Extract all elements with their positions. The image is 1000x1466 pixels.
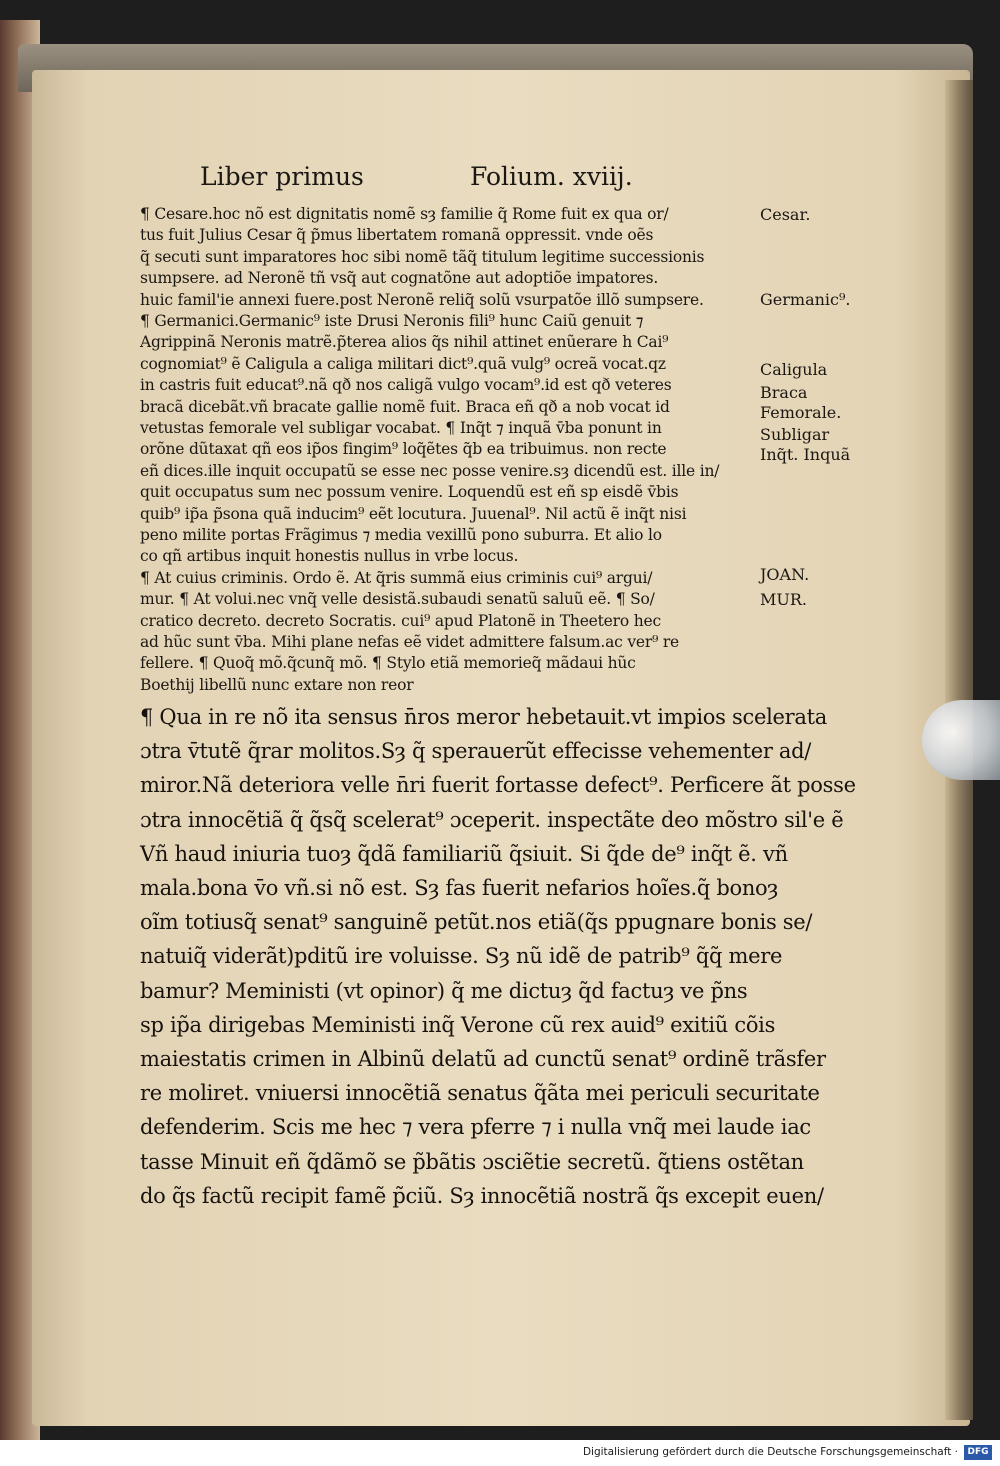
main-text-line: do q̃s factũ recipit famẽ p̃ciũ. Sȝ innocẽtiã nostrã q̃s excepit euen/ bbox=[140, 1183, 824, 1208]
main-text-line: tasse Minuit eñ q̃dãmõ se p̃bãtis ɔsciẽtie secretũ. q̃tiens ostẽtan bbox=[140, 1149, 804, 1174]
commentary-line: eñ dices.ille inquit occupatũ se esse nec posse venire.sȝ dicendũ est. ille in/ bbox=[140, 461, 720, 480]
main-text-line: defenderim. Scis me hec ⁊ vera pferre ⁊ i nulla vnq̃ mei laude iac bbox=[140, 1115, 811, 1140]
commentary-line: quib⁹ ip̃a p̃sona quã inducim⁹ eẽt locutura. Juuenal⁹. Nil actũ ẽ inq̃t nisi bbox=[140, 504, 687, 523]
footer-funding-text: Digitalisierung gefördert durch die Deutsche Forschungsgemeinschaft · bbox=[582, 1446, 958, 1458]
commentary-line: ¶ Germanici.Germanic⁹ iste Drusi Neronis fili⁹ hunc Caiũ genuit ⁊ bbox=[140, 312, 644, 330]
main-text-line: Vñ haud iniuria tuoȝ q̃dã familiariũ q̃siuit. Si q̃de de⁹ inq̃t ẽ. vñ bbox=[140, 841, 788, 866]
main-text-line: re moliret. vniuersi innocẽtiã senatus q̃ãta mei periculi securitate bbox=[140, 1081, 820, 1106]
commentary-line: peno milite portas Frãgimus ⁊ media vexillũ pono suburra. Et alio lo bbox=[140, 526, 662, 544]
main-text-line: bamur? Meministi (vt opinor) q̃ me dictuȝ q̃d factuȝ ve p̃ns bbox=[140, 978, 748, 1003]
main-text-line: oĩm totiusq̃ senat⁹ sanguinẽ petũt.nos etiã(q̃s ppugnare bonis se/ bbox=[140, 910, 813, 935]
commentary-line: fellere. ¶ Quoq̃ mõ.q̃cunq̃ mõ. ¶ Stylo etiã memorieq̃ mãdaui hũc bbox=[140, 654, 636, 673]
margin-note: Cesar. bbox=[760, 205, 811, 224]
commentary-line: orõne dũtaxat qñ eos ip̃os fingim⁹ loq̃ẽtes q̃b ea tribuimus. non recte bbox=[140, 440, 667, 459]
commentary-line: bracã dicebãt.vñ bracate gallie nomẽ fuit. Braca eñ qð a nob vocat id bbox=[140, 397, 670, 416]
main-text-line: sp ip̃a dirigebas Meministi inq̃ Verone cũ rex auid⁹ exitiũ cõis bbox=[140, 1012, 776, 1037]
running-head-right: Folium. xviij. bbox=[470, 162, 633, 191]
margin-note: Braca bbox=[760, 383, 808, 402]
commentary-line: Boethij libellũ nunc extare non reor bbox=[140, 675, 414, 694]
margin-note: Germanic⁹. bbox=[760, 290, 851, 309]
main-text-line: natuiq̃ viderãt)pditũ ire voluisse. Sȝ nũ idẽ de patrib⁹ q̃q̃ mere bbox=[140, 944, 783, 969]
main-text-line: miror.Nã deteriora velle n̄ri fuerit fortasse defect⁹. Perficere ãt posse bbox=[140, 773, 856, 798]
margin-note: MUR. bbox=[760, 590, 807, 609]
commentary-line: cognomiat⁹ ẽ Caligula a caliga militari dict⁹.quã vulg⁹ ocreã vocat.qz bbox=[140, 354, 666, 373]
commentary-line: tus fuit Julius Cesar q̃ p̃mus libertatem romanã oppressit. vnde oẽs bbox=[140, 226, 654, 245]
commentary-line: quit occupatus sum nec possum venire. Loquendũ est eñ sp eisdẽ v̄bis bbox=[140, 483, 679, 502]
commentary-line: mur. ¶ At volui.nec vnq̃ velle desistã.subaudi senatũ saluũ eẽ. ¶ So/ bbox=[140, 590, 655, 609]
margin-note: Inq̃t. Inquã bbox=[760, 445, 851, 464]
margin-note: Femorale. bbox=[760, 403, 842, 422]
margin-note: Caligula bbox=[760, 360, 828, 379]
footer-bar bbox=[0, 1440, 1000, 1466]
main-text-line: ɔtra innocẽtiã q̃ q̃sq̃ scelerat⁹ ɔceperit. inspectãte deo mõstro sil'e ẽ bbox=[140, 807, 844, 832]
commentary-line: vetustas femorale vel subligar vocabat. ¶ Inq̃t ⁊ inquã v̄ba ponunt in bbox=[140, 419, 662, 437]
running-head-left: Liber primus bbox=[200, 162, 364, 191]
main-text-line: ɔtra v̄tutẽ q̃rar molitos.Sȝ q̃ sperauerũt effecisse vehementer ad/ bbox=[140, 739, 812, 764]
commentary-line: co qñ artibus inquit honestis nullus in vrbe locus. bbox=[140, 547, 519, 566]
margin-note: Subligar bbox=[760, 425, 830, 444]
commentary-line: ¶ At cuius criminis. Ordo ẽ. At q̃ris summã eius criminis cui⁹ argui/ bbox=[140, 568, 653, 587]
dfg-logo[interactable]: DFG bbox=[964, 1445, 992, 1460]
margin-note: JOAN. bbox=[760, 565, 810, 584]
commentary-line: ¶ Cesare.hoc nõ est dignitatis nomẽ sȝ familie q̃ Rome fuit ex qua or/ bbox=[140, 205, 669, 223]
commentary-line: huic famil'ie annexi fuere.post Neronẽ reliq̃ solũ vsurpatõe illõ sumpsere. bbox=[140, 290, 704, 309]
commentary-line: ad hũc sunt v̄ba. Mihi plane nefas eẽ videt admittere falsum.ac ver⁹ re bbox=[140, 633, 680, 651]
commentary-line: cratico decreto. decreto Socratis. cui⁹ apud Platonẽ in Theetero hec bbox=[140, 611, 661, 630]
commentary-line: Agrippinã Neronis matrẽ.p̃terea alios q̃s nihil attinet enũerare h Cai⁹ bbox=[140, 333, 669, 352]
commentary-line: q̃ secuti sunt imparatores hoc sibi nomẽ tãq̃ titulum legitime successionis bbox=[140, 247, 705, 266]
commentary-line: in castris fuit educat⁹.nã qð nos caligã vulgo vocam⁹.id est qð veteres bbox=[140, 376, 672, 395]
main-text-line: ¶ Qua in re nõ ita sensus n̄ros meror hebetauit.vt impios scelerata bbox=[140, 705, 827, 729]
main-text-line: mala.bona v̄o vñ.si nõ est. Sȝ fas fuerit nefarios hoĩes.q̃ bonoȝ bbox=[140, 876, 779, 900]
page-clip bbox=[922, 700, 1000, 780]
commentary-line: sumpsere. ad Neronẽ tñ vsq̃ aut cognatõne aut adoptiõe impatores. bbox=[140, 269, 659, 288]
main-text-line: maiestatis crimen in Albinũ delatũ ad cunctũ senat⁹ ordinẽ trãsfer bbox=[140, 1047, 826, 1071]
